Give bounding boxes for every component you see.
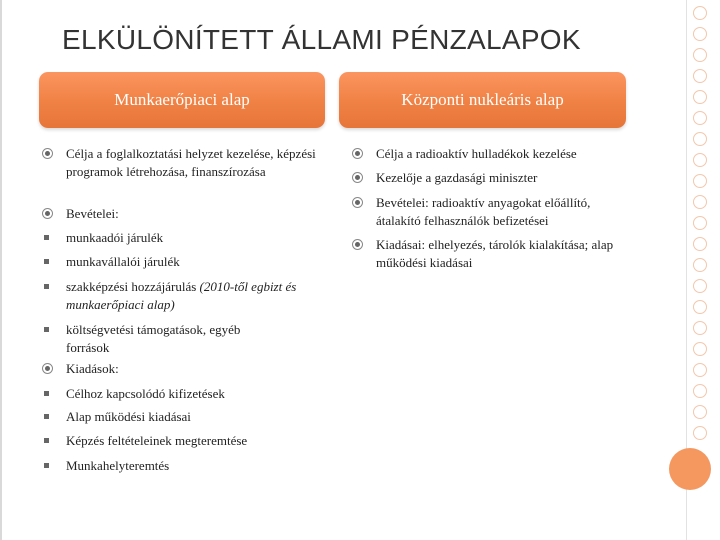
list-item	[40, 253, 180, 271]
decorative-dot	[693, 405, 707, 419]
list-item-text: szakképzési hozzájárulás	[66, 279, 197, 294]
list-item	[350, 145, 636, 163]
list-item	[40, 145, 316, 180]
list-item-text: Bevételei: radioaktív anyagokat előállító, átalakító felhasználók befizetései	[376, 195, 591, 228]
list-item	[40, 229, 163, 247]
list-item-text: Alap működési kiadásai	[66, 409, 191, 424]
list-item	[40, 321, 281, 356]
list-item-text: munkavállalói járulék	[66, 254, 180, 269]
list-item-text: Célja a foglalkoztatási helyzet kezelése, képzési programok létrehozása, finanszírozása	[66, 146, 316, 179]
decorative-dot	[693, 237, 707, 251]
square-bullet-icon	[44, 414, 49, 419]
decorative-dot	[693, 174, 707, 188]
list-item-note: (2010-től egbizt és munkaerőpiaci alap)	[66, 279, 297, 312]
list-item	[350, 236, 634, 271]
list-item-text: Célja a radioaktív hulladékok kezelése	[376, 146, 577, 161]
list-item	[40, 457, 169, 475]
decorative-dot	[693, 384, 707, 398]
list-item-text: Bevételei:	[66, 206, 119, 221]
decorative-dot	[693, 321, 707, 335]
decorative-dot	[693, 69, 707, 83]
decorative-dot	[693, 132, 707, 146]
decorative-dot	[693, 48, 707, 62]
decorative-dot	[693, 258, 707, 272]
square-bullet-icon	[44, 259, 49, 264]
list-item-text: Kezelője a gazdasági miniszter	[376, 170, 538, 185]
decorative-dot	[693, 300, 707, 314]
circle-bullet-icon	[352, 239, 363, 250]
list-item-text: Képzés feltételeinek megteremtése	[66, 433, 248, 448]
decorative-dot	[693, 279, 707, 293]
list-item-text: Célhoz kapcsolódó kifizetések	[66, 386, 225, 401]
decorative-dot	[693, 153, 707, 167]
decorative-dot	[693, 27, 707, 41]
circle-bullet-icon	[42, 363, 53, 374]
list-item	[40, 432, 247, 450]
list-item-text: munkaadói járulék	[66, 230, 164, 245]
left-frame-line	[0, 0, 2, 540]
square-bullet-icon	[44, 327, 49, 332]
square-bullet-icon	[44, 391, 49, 396]
square-bullet-icon	[44, 284, 49, 289]
list-item-text: Kiadásai: elhelyezés, tárolók kialakítása; alap működési kiadásai	[376, 237, 614, 270]
header-kozponti-nuklearis-alap: Központi nukleáris alap	[339, 72, 626, 128]
decorative-dot	[693, 195, 707, 209]
decorative-dot	[693, 342, 707, 356]
decorative-dot	[693, 426, 707, 440]
list-item	[40, 360, 119, 378]
list-item	[40, 278, 328, 313]
decorative-dot	[693, 90, 707, 104]
header-munkaeropiaci-alap: Munkaerőpiaci alap	[39, 72, 325, 128]
circle-bullet-icon	[352, 197, 363, 208]
page-title: ELKÜLÖNÍTETT ÁLLAMI PÉNZALAPOK	[62, 24, 581, 55]
list-item-text: Munkahelyteremtés	[66, 458, 170, 473]
list-item-text: költségvetési támogatások, egyéb források	[66, 322, 241, 355]
circle-bullet-icon	[352, 172, 363, 183]
circle-bullet-icon	[42, 208, 53, 219]
list-item	[40, 408, 191, 426]
square-bullet-icon	[44, 235, 49, 240]
decorative-dot	[693, 6, 707, 20]
list-item-text: Kiadások:	[66, 361, 119, 376]
square-bullet-icon	[44, 438, 49, 443]
circle-bullet-icon	[42, 148, 53, 159]
square-bullet-icon	[44, 463, 49, 468]
list-item	[350, 169, 636, 187]
list-item	[40, 205, 119, 223]
decorative-dot	[693, 216, 707, 230]
accent-circle	[669, 448, 711, 490]
decorative-dot	[693, 111, 707, 125]
list-item	[350, 194, 634, 229]
list-item	[40, 385, 225, 403]
decorative-dot	[693, 363, 707, 377]
circle-bullet-icon	[352, 148, 363, 159]
